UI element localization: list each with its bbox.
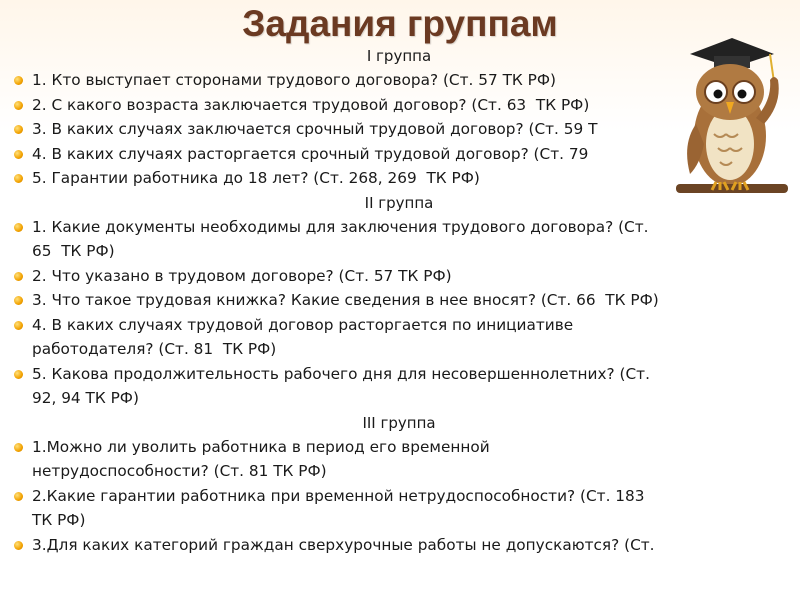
- group-heading-3: III группа: [362, 413, 436, 432]
- owl-icon: [670, 24, 790, 204]
- list-item: 1.Можно ли уволить работника в период его временной нетрудоспособности? (Ст. 81 ТК РФ): [10, 435, 780, 484]
- bullet-icon: [14, 174, 23, 183]
- list-item: 2. С какого возраста заключается трудовой договор? (Ст. 63 ТК РФ): [10, 93, 780, 118]
- bullet-icon: [14, 101, 23, 110]
- bullet-icon: [14, 223, 23, 232]
- list-item: 1. Какие документы необходимы для заключения трудового договора? (Ст. 65 ТК РФ): [10, 215, 780, 264]
- list-item: 4. В каких случаях расторгается срочный трудовой договор? (Ст. 79: [10, 142, 780, 167]
- list-item: 2.Какие гарантии работника при временной нетрудоспособности? (Ст. 183 ТК РФ): [10, 484, 780, 533]
- list-item: 2. Что указано в трудовом договоре? (Ст. 57 ТК РФ): [10, 264, 780, 289]
- list-item: 5. Какова продолжительность рабочего дня для несовершеннолетних? (Ст. 92, 94 ТК РФ): [10, 362, 780, 411]
- group-heading-2: II группа: [364, 193, 434, 212]
- list-item: 5. Гарантии работника до 18 лет? (Ст. 268, 269 ТК РФ): [10, 166, 780, 191]
- slide-title: Задания группам: [242, 3, 558, 44]
- list-item: 3. В каких случаях заключается срочный трудовой договор? (Ст. 59 Т: [10, 117, 780, 142]
- list-item: 3.Для каких категорий граждан сверхурочные работы не допускаются? (Ст.: [10, 533, 780, 558]
- bullet-icon: [14, 272, 23, 281]
- bullet-icon: [14, 321, 23, 330]
- bullet-icon: [14, 296, 23, 305]
- task-list: [10, 44, 780, 557]
- bullet-icon: [14, 125, 23, 134]
- bullet-icon: [14, 76, 23, 85]
- list-item: 1. Кто выступает сторонами трудового договора? (Ст. 57 ТК РФ): [10, 68, 780, 93]
- bullet-icon: [14, 443, 23, 452]
- bullet-icon: [14, 541, 23, 550]
- bullet-icon: [14, 492, 23, 501]
- list-item: 3. Что такое трудовая книжка? Какие сведения в нее вносят? (Ст. 66 ТК РФ): [10, 288, 780, 313]
- group-heading-1: I группа: [366, 47, 432, 65]
- bullet-icon: [14, 150, 23, 159]
- bullet-icon: [14, 370, 23, 379]
- list-item: 4. В каких случаях трудовой договор расторгается по инициативе работодателя? (Ст. 81 ТК РФ): [10, 313, 780, 362]
